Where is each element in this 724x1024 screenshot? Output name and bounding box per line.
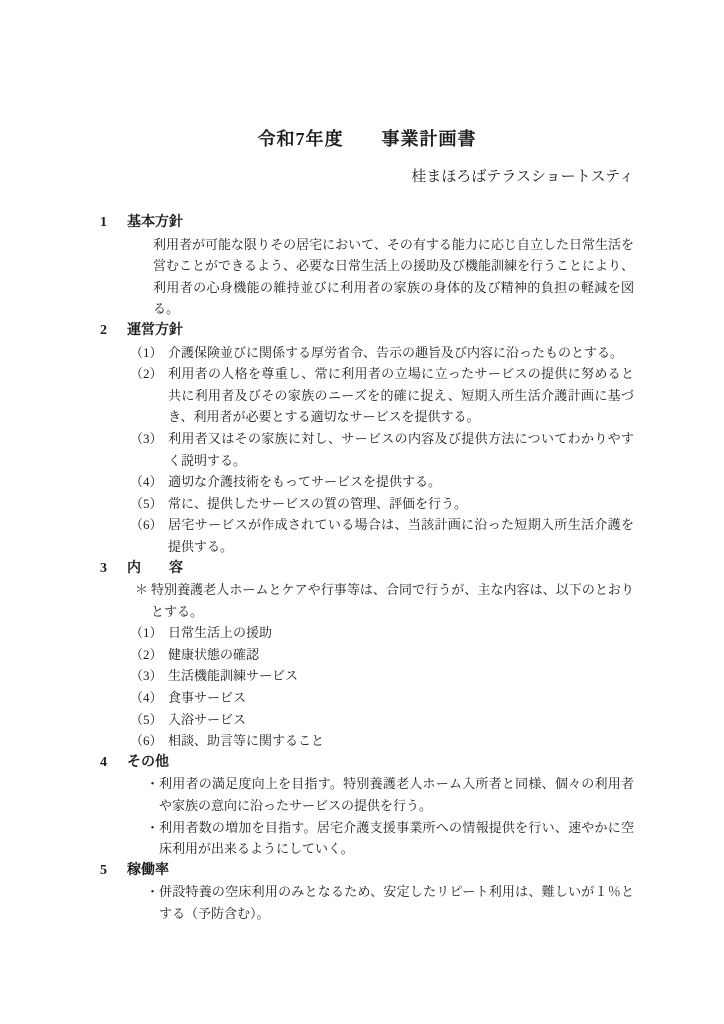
section-1-heading — [100, 212, 634, 234]
item-number: （3） — [130, 430, 163, 446]
item-text: 生活機能訓練サービス — [168, 668, 299, 684]
document-title: 令和7年度 事業計画書 — [257, 129, 477, 149]
item-text: 日常生活上の援助 — [168, 625, 273, 641]
item-number: （6） — [130, 733, 163, 749]
section-4-heading — [100, 752, 634, 774]
bullet-item — [146, 881, 634, 924]
item-text: 利用者又はその家族に対し、サービスの内容及び提供方法についてわかりやすく説明する。 — [168, 430, 634, 468]
section-3-title: 内 容 — [127, 560, 183, 576]
item-number: （4） — [130, 474, 163, 490]
section-4-number: 4 — [100, 754, 107, 770]
numbered-item — [130, 730, 634, 752]
item-number: （3） — [130, 668, 163, 684]
section-2-operation-policy — [100, 320, 634, 558]
section-3-heading — [100, 558, 634, 580]
numbered-item — [130, 709, 634, 731]
numbered-item — [130, 471, 634, 493]
item-number: （6） — [130, 517, 163, 533]
section-1-basic-policy — [100, 212, 634, 320]
section-1-number: 1 — [100, 215, 107, 230]
section-2-number: 2 — [100, 322, 107, 338]
item-number: （1） — [130, 625, 163, 641]
section-4-title: その他 — [127, 754, 169, 770]
item-number: （4） — [130, 690, 163, 706]
numbered-item — [130, 622, 634, 644]
numbered-item — [130, 342, 634, 364]
item-text: 居宅サービスが作成されている場合は、当該計画に沿った短期入所生活介護を提供する。 — [168, 517, 634, 554]
item-number: （5） — [130, 495, 163, 511]
numbered-item — [130, 687, 634, 709]
numbered-item — [130, 428, 634, 471]
bullet-text: 利用者数の増加を目指す。居宅介護支援事業所への情報提供を行い、速やかに空床利用が出来るようにしていく。 — [159, 819, 634, 857]
section-5-occupancy-rate — [100, 860, 634, 925]
section-1-paragraph: 利用者が可能な限りその居宅において、その有する能力に応じ自立した日常生活を営むことができるよう、必要な日常生活上の援助及び機能訓練を行うことにより、利用者の心身機能の維持並びに利用者の家族の身体的及び精神的負担の軽減を図る。 — [153, 236, 635, 317]
item-text: 健康状態の確認 — [168, 646, 260, 662]
section-3-note — [135, 579, 634, 622]
bullet-marker: ・ — [146, 884, 160, 900]
bullet-item — [146, 817, 634, 860]
section-1-title: 基本方針 — [127, 215, 183, 230]
section-4-others — [100, 752, 634, 860]
facility-name: 桂まほろばテラスショートスティ — [411, 169, 634, 185]
item-text: 利用者の人格を尊重し、常に利用者の立場に立ったサービスの提供に努めると共に利用者及びその家族のニーズを的確に捉え、短期入所生活介護計画に基づき、利用者が必要とする適切なサービスを提供する。 — [168, 366, 634, 425]
item-text: 常に、提供したサービスの質の管理、評価を行う。 — [168, 495, 468, 511]
asterisk-marker: ＊ — [135, 582, 149, 598]
item-text: 介護保険並びに関係する厚労省令、告示の趣旨及び内容に沿ったものとする。 — [168, 344, 624, 360]
numbered-item — [130, 363, 634, 428]
bullet-item — [146, 773, 634, 816]
section-2-heading — [100, 320, 634, 342]
section-5-heading — [100, 860, 634, 882]
bullet-text: 利用者の満足度向上を目指す。特別養護老人ホーム入所者と同様、個々の利用者や家族の意向に沿ったサービスの提供を行う。 — [159, 776, 634, 814]
numbered-item — [130, 514, 634, 557]
section-2-title: 運営方針 — [127, 322, 183, 338]
numbered-item — [130, 665, 634, 687]
bullet-marker: ・ — [146, 819, 160, 835]
numbered-item — [130, 644, 634, 666]
note-text: 特別養護老人ホームとケアや行事等は、合同で行うが、主な内容は、以下のとおりとする。 — [151, 582, 634, 619]
item-text: 入浴サービス — [168, 711, 247, 727]
section-5-number: 5 — [100, 862, 107, 878]
item-number: （1） — [130, 344, 163, 360]
section-3-number: 3 — [100, 560, 107, 576]
item-text: 適切な介護技術をもってサービスを提供する。 — [168, 474, 442, 490]
item-text: 食事サービス — [168, 690, 247, 706]
item-text: 相談、助言等に関すること — [168, 733, 325, 749]
item-number: （2） — [130, 646, 163, 662]
bullet-marker: ・ — [146, 776, 160, 792]
item-number: （2） — [130, 366, 163, 382]
bullet-text: 併設特養の空床利用のみとなるため、安定したリピート利用は、難しいが１％とする（予防含む）。 — [159, 884, 634, 921]
item-number: （5） — [130, 711, 163, 727]
numbered-item — [130, 493, 634, 515]
section-3-contents — [100, 558, 634, 752]
section-5-title: 稼働率 — [127, 862, 169, 878]
